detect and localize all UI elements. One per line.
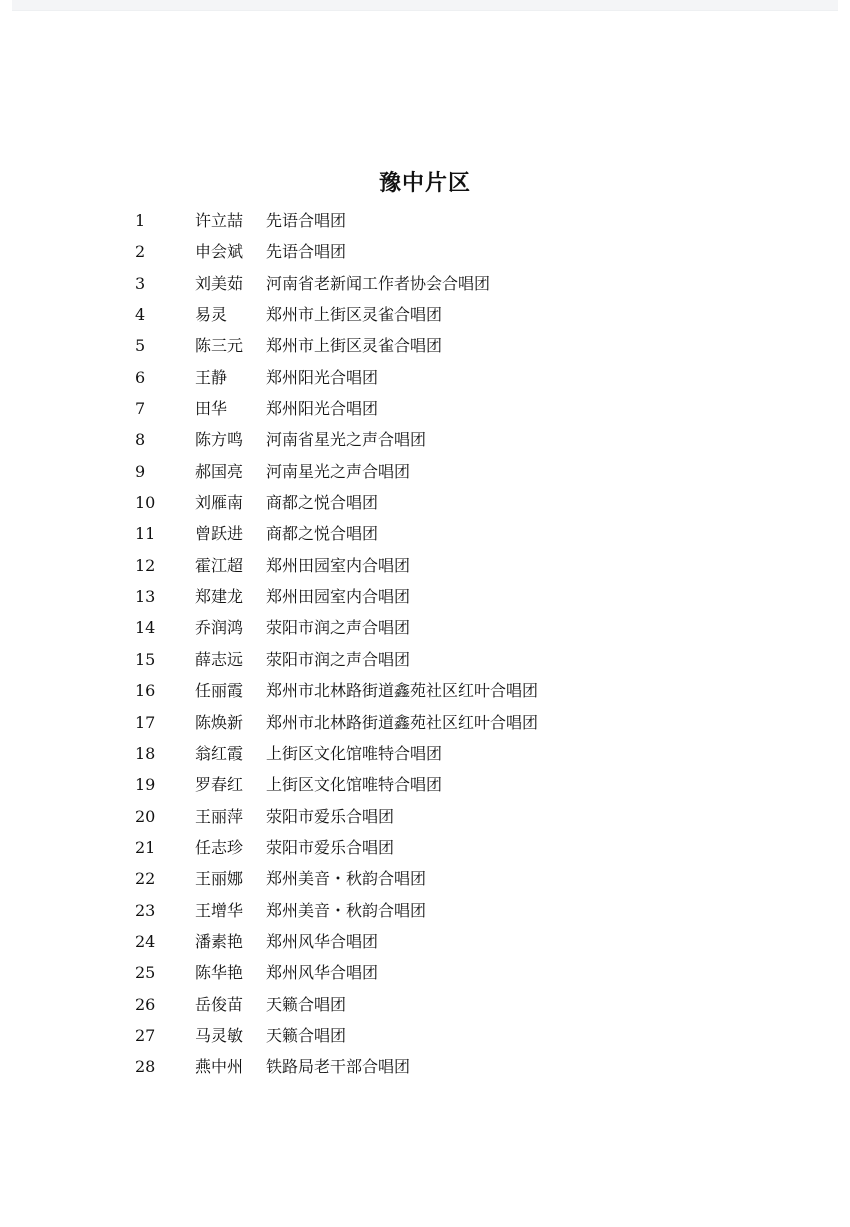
- item-number: 2: [135, 242, 146, 262]
- member-name: 申会斌: [195, 242, 244, 262]
- choir-name: 郑州阳光合唱团: [266, 399, 379, 419]
- item-number: 18: [135, 743, 156, 763]
- list-item: [0, 550, 850, 581]
- member-name: 陈方鸣: [195, 430, 244, 450]
- item-number: 14: [135, 618, 156, 638]
- choir-name: 郑州市上街区灵雀合唱团: [266, 305, 443, 325]
- choir-name: 郑州风华合唱团: [266, 931, 379, 951]
- list-item: [0, 801, 850, 832]
- item-number: 26: [135, 994, 156, 1014]
- choir-name: 荥阳市爱乐合唱团: [266, 806, 395, 826]
- item-number: 22: [135, 869, 156, 889]
- list-item: [0, 268, 850, 299]
- choir-name: 郑州田园室内合唱团: [266, 555, 411, 575]
- member-name: 王增华: [195, 900, 244, 920]
- member-name: 郝国亮: [195, 461, 244, 481]
- member-name: 田华: [195, 399, 228, 419]
- item-number: 21: [135, 837, 156, 857]
- choir-name: 郑州市上街区灵雀合唱团: [266, 336, 443, 356]
- member-name: 乔润鸿: [195, 618, 244, 638]
- page-top-edge: [12, 0, 838, 11]
- member-list: [0, 205, 850, 1083]
- choir-name: 商都之悦合唱团: [266, 524, 379, 544]
- list-item: [0, 957, 850, 988]
- item-number: 4: [135, 305, 146, 325]
- item-number: 28: [135, 1057, 156, 1077]
- member-name: 曾跃进: [195, 524, 244, 544]
- member-name: 易灵: [195, 305, 228, 325]
- list-item: [0, 1051, 850, 1082]
- list-item: [0, 926, 850, 957]
- choir-name: 河南省星光之声合唱团: [266, 430, 427, 450]
- item-number: 20: [135, 806, 156, 826]
- list-item: [0, 299, 850, 330]
- list-item: [0, 393, 850, 424]
- choir-name: 郑州市北林路街道鑫苑社区红叶合唱团: [266, 681, 539, 701]
- member-name: 翁红霞: [195, 743, 244, 763]
- choir-name: 郑州美音・秋韵合唱团: [266, 869, 427, 889]
- list-item: [0, 707, 850, 738]
- member-name: 岳俊苗: [195, 994, 244, 1014]
- list-item: [0, 581, 850, 612]
- item-number: 5: [135, 336, 146, 356]
- member-name: 陈华艳: [195, 963, 244, 983]
- item-number: 27: [135, 1025, 156, 1045]
- member-name: 潘素艳: [195, 931, 244, 951]
- list-item: [0, 863, 850, 894]
- choir-name: 郑州市北林路街道鑫苑社区红叶合唱团: [266, 712, 539, 732]
- member-name: 罗春红: [195, 775, 244, 795]
- item-number: 25: [135, 963, 156, 983]
- member-name: 陈焕新: [195, 712, 244, 732]
- member-name: 燕中州: [195, 1057, 244, 1077]
- list-item: [0, 518, 850, 549]
- member-name: 薛志远: [195, 649, 244, 669]
- choir-name: 河南星光之声合唱团: [266, 461, 411, 481]
- member-name: 刘美茹: [195, 273, 244, 293]
- item-number: 15: [135, 649, 156, 669]
- list-item: [0, 362, 850, 393]
- item-number: 7: [135, 399, 146, 419]
- member-name: 任丽霞: [195, 681, 244, 701]
- list-item: [0, 832, 850, 863]
- list-item: [0, 205, 850, 236]
- choir-name: 铁路局老干部合唱团: [266, 1057, 411, 1077]
- page-title: 豫中片区: [378, 171, 471, 196]
- member-name: 陈三元: [195, 336, 244, 356]
- list-item: [0, 675, 850, 706]
- member-name: 郑建龙: [195, 587, 244, 607]
- choir-name: 荥阳市润之声合唱团: [266, 649, 411, 669]
- item-number: 12: [135, 555, 156, 575]
- list-item: [0, 1020, 850, 1051]
- item-number: 11: [135, 524, 156, 544]
- item-number: 16: [135, 681, 156, 701]
- list-item: [0, 769, 850, 800]
- item-number: 17: [135, 712, 156, 732]
- choir-name: 先语合唱团: [266, 242, 347, 262]
- choir-name: 郑州阳光合唱团: [266, 367, 379, 387]
- item-number: 10: [135, 493, 156, 513]
- member-name: 王丽娜: [195, 869, 244, 889]
- member-name: 刘雁南: [195, 493, 244, 513]
- list-item: [0, 236, 850, 267]
- item-number: 19: [135, 775, 156, 795]
- list-item: [0, 612, 850, 643]
- member-name: 马灵敏: [195, 1025, 244, 1045]
- choir-name: 商都之悦合唱团: [266, 493, 379, 513]
- item-number: 9: [135, 461, 146, 481]
- item-number: 6: [135, 367, 146, 387]
- member-name: 王静: [195, 367, 228, 387]
- list-item: [0, 487, 850, 518]
- list-item: [0, 424, 850, 455]
- member-name: 王丽萍: [195, 806, 244, 826]
- member-name: 任志珍: [195, 837, 244, 857]
- choir-name: 上街区文化馆唯特合唱团: [266, 743, 443, 763]
- choir-name: 河南省老新闻工作者协会合唱团: [266, 273, 491, 293]
- choir-name: 天籁合唱团: [266, 994, 347, 1014]
- choir-name: 先语合唱团: [266, 211, 347, 230]
- choir-name: 郑州美音・秋韵合唱团: [266, 900, 427, 920]
- item-number: 1: [135, 211, 146, 230]
- choir-name: 上街区文化馆唯特合唱团: [266, 775, 443, 795]
- list-item: [0, 738, 850, 769]
- item-number: 8: [135, 430, 146, 450]
- item-number: 24: [135, 931, 156, 951]
- list-item: [0, 895, 850, 926]
- member-name: 霍江超: [195, 555, 244, 575]
- choir-name: 郑州风华合唱团: [266, 963, 379, 983]
- item-number: 13: [135, 587, 156, 607]
- choir-name: 郑州田园室内合唱团: [266, 587, 411, 607]
- choir-name: 荥阳市爱乐合唱团: [266, 837, 395, 857]
- choir-name: 天籁合唱团: [266, 1025, 347, 1045]
- list-item: [0, 330, 850, 361]
- member-name: 许立喆: [195, 211, 244, 230]
- item-number: 3: [135, 273, 146, 293]
- list-item: [0, 644, 850, 675]
- list-item: [0, 989, 850, 1020]
- list-item: [0, 456, 850, 487]
- item-number: 23: [135, 900, 156, 920]
- choir-name: 荥阳市润之声合唱团: [266, 618, 411, 638]
